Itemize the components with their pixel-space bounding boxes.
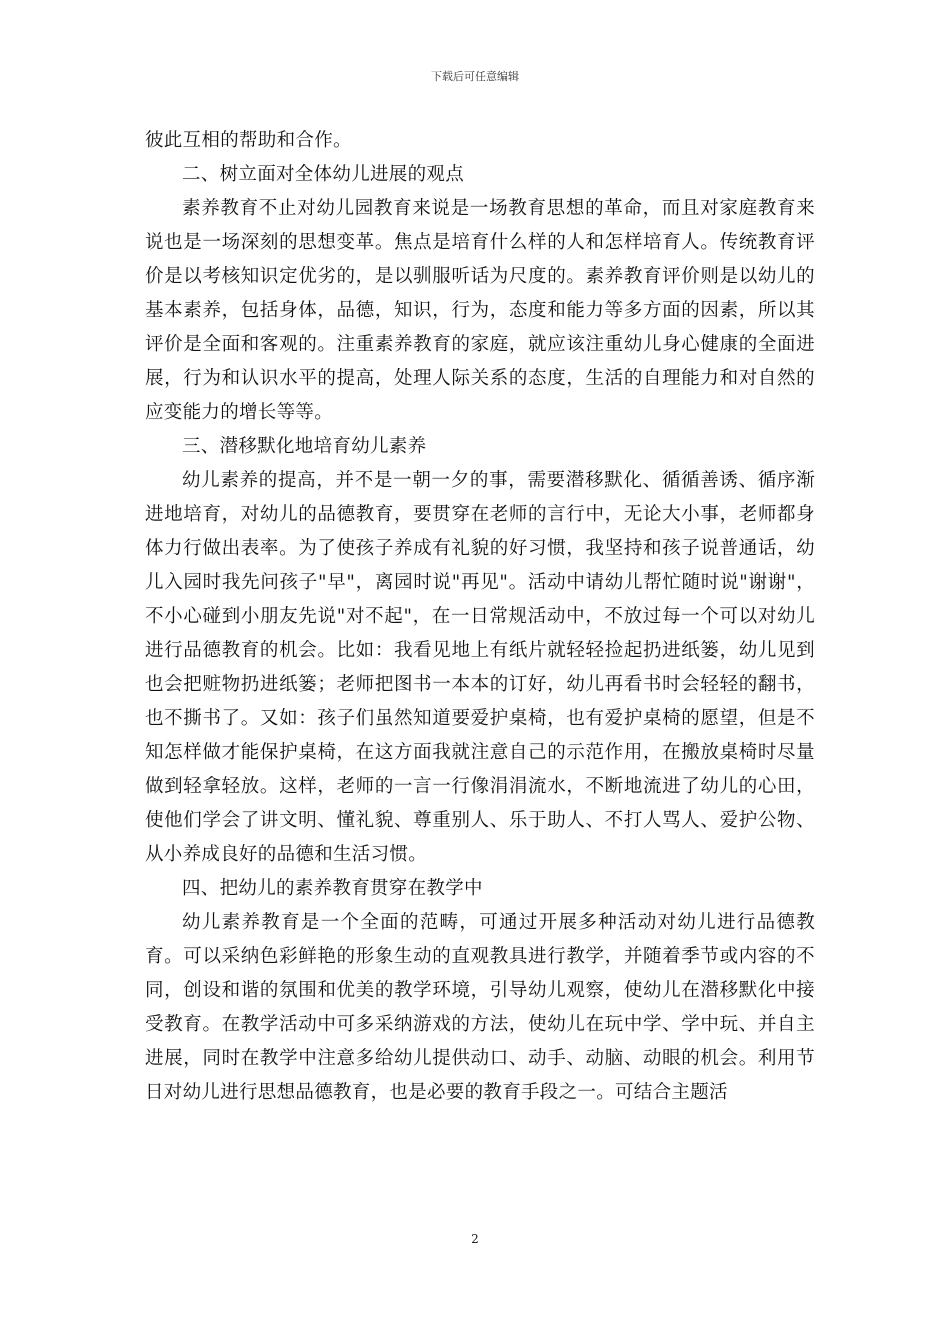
- section-heading: 四、把幼儿的素养教育贯穿在教学中: [182, 878, 483, 899]
- document-body: [145, 124, 815, 1110]
- paragraph: 幼儿素养教育是一个全面的范畴，可通过开展多种活动对幼儿进行品德教育。可以采纳色彩鲜艳的形象生动的直观教具进行教学，并随着季节或内容的不同，创设和谐的氛围和优美的教学环境，引导幼儿观察，使幼儿在潜移默化中接受教育。在教学活动中可多采纳游戏的方法，使幼儿在玩中学、学中玩、并自主进展，同时在教学中注意多给幼儿提供动口、动手、动脑、动眼的机会。利用节日对幼儿进行思想品德教育，也是必要的教育手段之一。可结合主题活: [145, 912, 815, 1103]
- section-heading: 三、潜移默化地培育幼儿素养: [182, 436, 427, 457]
- paragraph: 幼儿素养的提高，并不是一朝一夕的事，需要潜移默化、循循善诱、循序渐进地培育，对幼儿的品德教育，要贯穿在老师的言行中，无论大小事，老师都身体力行做出表率。为了使孩子养成有礼貌的好习惯，我坚持和孩子说普通话，幼儿入园时我先问孩子"早"，离园时说"再见"。活动中请幼儿帮忙随时说"谢谢"，不小心碰到小朋友先说"对不起"，在一日常规活动中，不放过每一个可以对幼儿进行品德教育的机会。比如：我看见地上有纸片就轻轻捡起扔进纸篓，幼儿见到也会把赃物扔进纸篓；老师把图书一本本的订好，幼儿再看书时会轻轻的翻书，也不撕书了。又如：孩子们虽然知道要爱护桌椅，也有爱护桌椅的愿望，但是不知怎样做才能保护桌椅，在这方面我就注意自己的示范作用，在搬放桌椅时尽量做到轻拿轻放。这样，老师的一言一行像涓涓流水，不断地流进了幼儿的心田，使他们学会了讲文明、懂礼貌、尊重别人、乐于助人、不打人骂人、爱护公物、从小养成良好的品德和生活习惯。: [145, 470, 815, 865]
- page-header: 下载后可任意编辑: [431, 70, 519, 83]
- paragraph: 彼此互相的帮助和合作。: [145, 130, 352, 151]
- section-heading: 二、树立面对全体幼儿进展的观点: [182, 164, 465, 185]
- page-number: 2: [471, 1232, 479, 1246]
- paragraph: 素养教育不止对幼儿园教育来说是一场教育思想的革命，而且对家庭教育来说也是一场深刻的思想变革。焦点是培育什么样的人和怎样培育人。传统教育评价是以考核知识定优劣的，是以驯服听话为尺度的。素养教育评价则是以幼儿的基本素养，包括身体，品德，知识，行为，态度和能力等多方面的因素，所以其评价是全面和客观的。注重素养教育的家庭，就应该注重幼儿身心健康的全面进展，行为和认识水平的提高，处理人际关系的态度，生活的自理能力和对自然的应变能力的增长等等。: [145, 198, 815, 423]
